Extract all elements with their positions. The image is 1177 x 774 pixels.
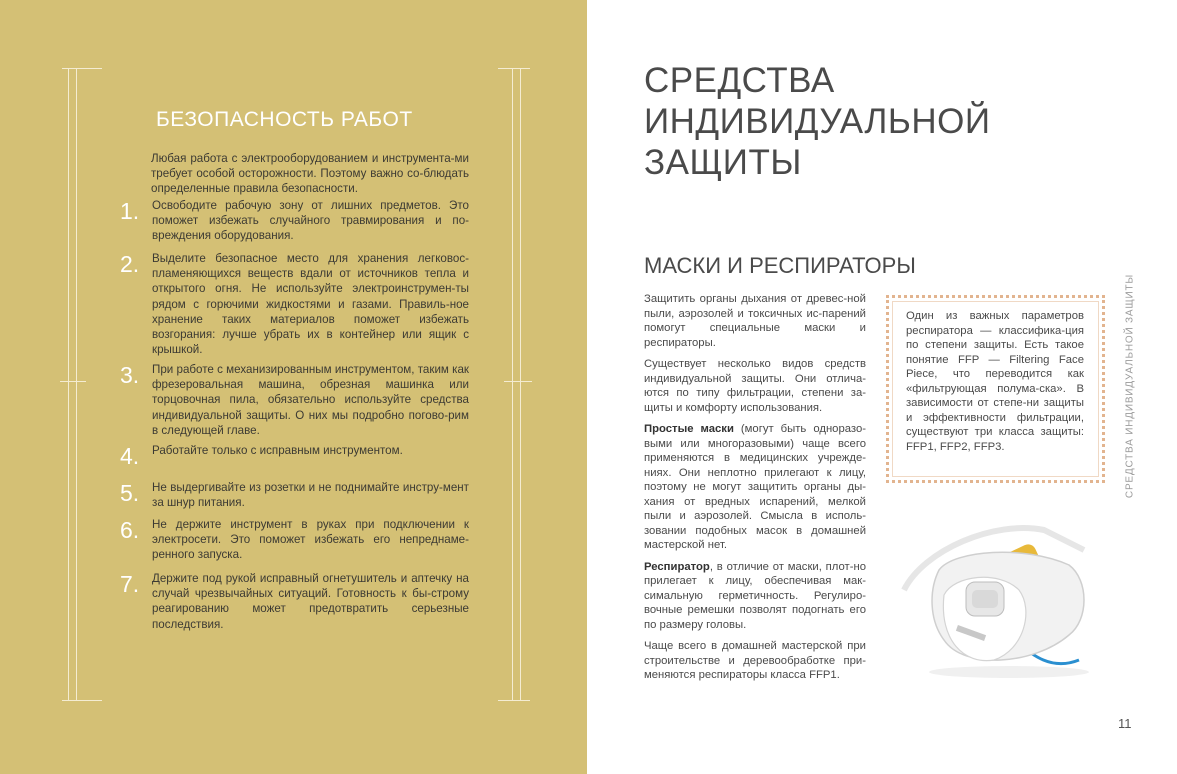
paragraph: Существует несколько видов средств индивидуальной защиты. Они отлича-ются по типу фильтрации, степени за-щиты и комфорту использования. <box>644 358 866 414</box>
page-title <box>644 60 991 183</box>
frame-mid-left <box>60 381 86 382</box>
item-number: 6. <box>120 517 140 543</box>
page-title-line: СРЕДСТВА <box>644 61 835 100</box>
list-item: Выделите безопасное место для хранения легковос-пламеняющихся веществ вдали от источников тепла и открытого огня. Не используйте электроинструмен-ты рядом с горючими жидкостями и газами. Правиль-ное хранение таких материалов поможет избежать возгорания: лучше убрать их в контейнер или ящик с крышкой. <box>152 252 469 357</box>
frame-line-right-outer <box>520 68 521 700</box>
paragraph <box>644 560 866 633</box>
item-number: 4. <box>120 443 140 469</box>
paragraph: Защитить органы дыхания от древес-ной пыли, аэрозолей и токсичных ис-парений помогут специальные маски и респираторы. <box>644 293 866 349</box>
respirator-image <box>884 510 1104 682</box>
paragraph <box>644 422 866 553</box>
paragraph-text: , в отличие от маски, плот-но прилегает к лицу, обеспечивая мак-симальную герметичность. Регулиро-вочные ремешки позволят подогнать его по размеру головы. <box>644 560 866 631</box>
paragraph: Чаще всего в домашней мастерской при строительстве и деревообработке при-меняются респираторы класса FFP1. <box>644 640 866 681</box>
term-respirator: Респиратор <box>644 560 710 573</box>
list-item: Работайте только с исправным инструментом. <box>152 444 403 457</box>
item-number: 3. <box>120 362 140 388</box>
item-number: 1. <box>120 198 140 224</box>
frame-line-left-outer <box>68 68 69 700</box>
left-page <box>0 0 587 774</box>
list-item: Держите под рукой исправный огнетушитель и аптечку на случай чрезвычайных ситуаций. Готовность к бы-строму реагированию может предотвратить серьезные последствия. <box>152 572 469 631</box>
paragraph-text: (могут быть одноразо-выми или многоразовыми) чаще всего применяются в медицинских учрежде-ниях. Они неплотно прилегают к лицу, поэтому не могут защитить органы ды-хания от вредных испарений, мелкой пыли и аэрозолей. Смысла в исполь-зовании подобных масок в домашней мастерской нет. <box>644 423 866 551</box>
frame-mid-right <box>504 381 532 382</box>
page-title-line: ИНДИВИДУАЛЬНОЙ <box>644 102 991 141</box>
body-column <box>644 292 866 690</box>
list-item: Не выдергивайте из розетки и не поднимайте инстру-мент за шнур питания. <box>152 481 469 510</box>
intro-text: Любая работа с электрооборудованием и инструмента-ми требует особой осторожности. Поэтому важно со-блюдать определенные правила безопасности. <box>151 152 469 196</box>
frame-bottom-left <box>62 700 102 701</box>
list-item: При работе с механизированным инструментом, таким как фрезеровальная машина, обрезная машинка или торцовочная пила, обязательно используйте средства индивидуальной защиты. О них мы подробно погово-рим в следующей главе. <box>152 363 469 437</box>
page-number: 11 <box>1118 716 1132 731</box>
list-item: Освободите рабочую зону от лишних предметов. Это поможет избежать случайного травмирования и по-вреждения оборудования. <box>152 199 469 243</box>
item-number: 2. <box>120 251 140 277</box>
item-number: 5. <box>120 480 140 506</box>
callout-text: Один из важных параметров респиратора — классифика-ция по степени защиты. Есть такое понятие FFP — Filtering Face Piece, что переводится как «фильтрующая полума-ска». В зависимости от степе-ни защиты и эффективности фильтрации, существуют три класса защиты: FFP1, FFP2, FFP3. <box>906 310 1084 453</box>
mask-valve-cap <box>972 590 998 608</box>
mask-shadow <box>929 666 1089 678</box>
side-running-header-text: СРЕДСТВА ИНДИВИДУАЛЬНОЙ ЗАЩИТЫ <box>1124 273 1136 499</box>
side-running-header <box>1122 273 1138 499</box>
page-title-line: ЗАЩИТЫ <box>644 143 802 182</box>
section-title-masks: МАСКИ И РЕСПИРАТОРЫ <box>644 253 916 278</box>
list-item: Не держите инструмент в руках при подключении к электросети. Это поможет избежать его непреднаме-ренного запуска. <box>152 518 469 562</box>
frame-top-right <box>498 68 530 69</box>
frame-line-right <box>512 68 513 700</box>
item-number: 7. <box>120 571 140 597</box>
section-title-safety: БЕЗОПАСНОСТЬ РАБОТ <box>156 108 413 131</box>
frame-top-left <box>62 68 102 69</box>
term-simple-masks: Простые маски <box>644 423 734 435</box>
frame-bottom-right <box>498 700 530 701</box>
frame-line-left <box>76 68 77 700</box>
